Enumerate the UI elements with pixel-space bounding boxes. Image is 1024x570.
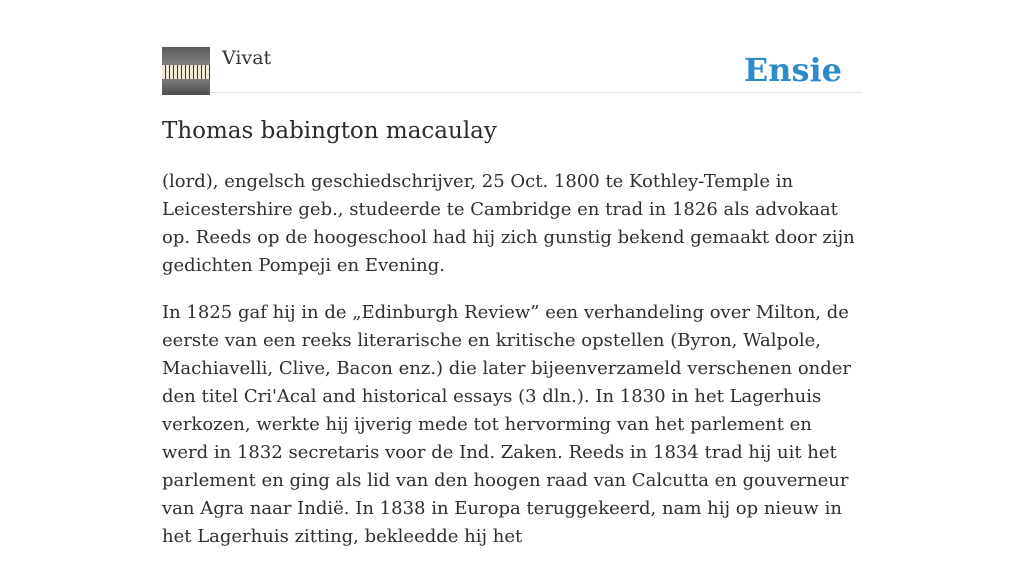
bookshelf-avatar-icon[interactable] — [162, 47, 210, 95]
avatar-shadow-top — [162, 47, 210, 65]
article-body — [162, 168, 862, 570]
article-paragraph: (lord), engelsch geschiedschrijver, 25 Oct. 1800 te Kothley-Temple in Leicestershire geb., studeerde te Cambridge en trad in 1826 als advokaat op. Reeds op de hoogeschool had hij zich gunstig bekend gemaakt door zijn gedichten Pompeji en Evening. — [162, 171, 855, 276]
ensie-logo[interactable]: Ensie — [743, 51, 842, 89]
avatar-books — [162, 65, 210, 79]
article-page — [162, 0, 862, 547]
article-title: Thomas babington macaulay — [162, 118, 497, 144]
author-name-link[interactable]: Vivat — [222, 47, 272, 69]
avatar-shelf-bottom — [162, 79, 210, 95]
article-paragraph: In 1825 gaf hij in de „Edinburgh Review” een verhandeling over Milton, de eerste van een reeks literarische en kritische opstellen (Byron, Walpole, Machiavelli, Clive, Bacon enz.) die later bijeenverzameld verschenen onder den titel Cri'Acal and historical essays (3 dln.). In 1830 in het Lagerhuis verkozen, werkte hij ijverig mede tot hervorming van het parlement en werd in 1832 secretaris voor de Ind. Zaken. Reeds in 1834 trad hij uit het parlement en ging als lid van den hoogen raad van Calcutta en gouverneur van Agra naar Indië. In 1838 in Europa teruggekeerd, nam hij op nieuw in het Lagerhuis zitting, bekleedde hij het — [162, 302, 852, 547]
header — [162, 0, 862, 93]
